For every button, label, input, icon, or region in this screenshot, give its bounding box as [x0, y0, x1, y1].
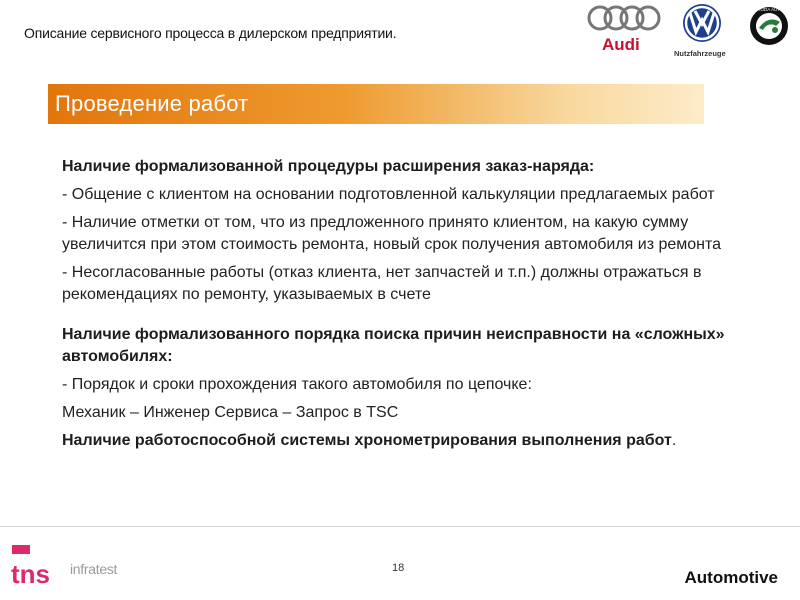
skoda-logo-text: ŠKODA AUTO: [754, 7, 784, 12]
section-heading-order-extension: Наличие формализованной процедуры расширения заказ-наряда:: [62, 158, 595, 175]
page-number: 18: [392, 562, 405, 574]
section-heading-timing-system: [62, 430, 762, 452]
list-item: - Порядок и сроки прохождения такого автомобиля по цепочке:: [62, 376, 532, 393]
list-item: - Наличие отметки от том, что из предложенного принято клиентом, на какую сумму увеличится при этом стоимость ремонта, новый срок получения автомобиля из ремонта: [62, 214, 722, 253]
header-title: Описание сервисного процесса в дилерском предприятии.: [24, 25, 397, 41]
tns-mark: [10, 543, 60, 589]
list-item: - Несогласованные работы (отказ клиента, нет запчастей и т.п.) должны отражаться в рекомендациях по ремонту, указываемых в счете: [62, 264, 702, 303]
infratest-text: infratest: [70, 561, 118, 577]
banner-title: Проведение работ: [55, 91, 249, 116]
timing-heading-suffix: .: [671, 432, 677, 449]
brand-logos: [580, 0, 800, 62]
slide-content: [62, 156, 762, 452]
section-banner: [48, 84, 704, 124]
footer-divider: [0, 526, 800, 527]
vw-logo: [673, 2, 731, 58]
timing-heading-text: Наличие работоспособной системы хронометрирования выполнения работ: [62, 432, 672, 449]
list-item: Механик – Инженер Сервиса – Запрос в TSC: [62, 404, 399, 421]
list-item: - Общение с клиентом на основании подготовленной калькуляции предлагаемых работ: [62, 186, 715, 203]
tns-text: tns: [11, 559, 50, 589]
vw-logo-caption: Nutzfahrzeuge: [674, 49, 726, 58]
audi-logo: [586, 4, 664, 52]
skoda-logo: [744, 4, 794, 48]
tns-infratest-logo: [10, 543, 120, 589]
section-heading-fault-search: Наличие формализованного порядка поиска причин неисправности на «сложных» автомобилях:: [62, 326, 725, 365]
footer-brand: Automotive: [684, 568, 778, 587]
audi-logo-text: Audi: [602, 35, 640, 52]
